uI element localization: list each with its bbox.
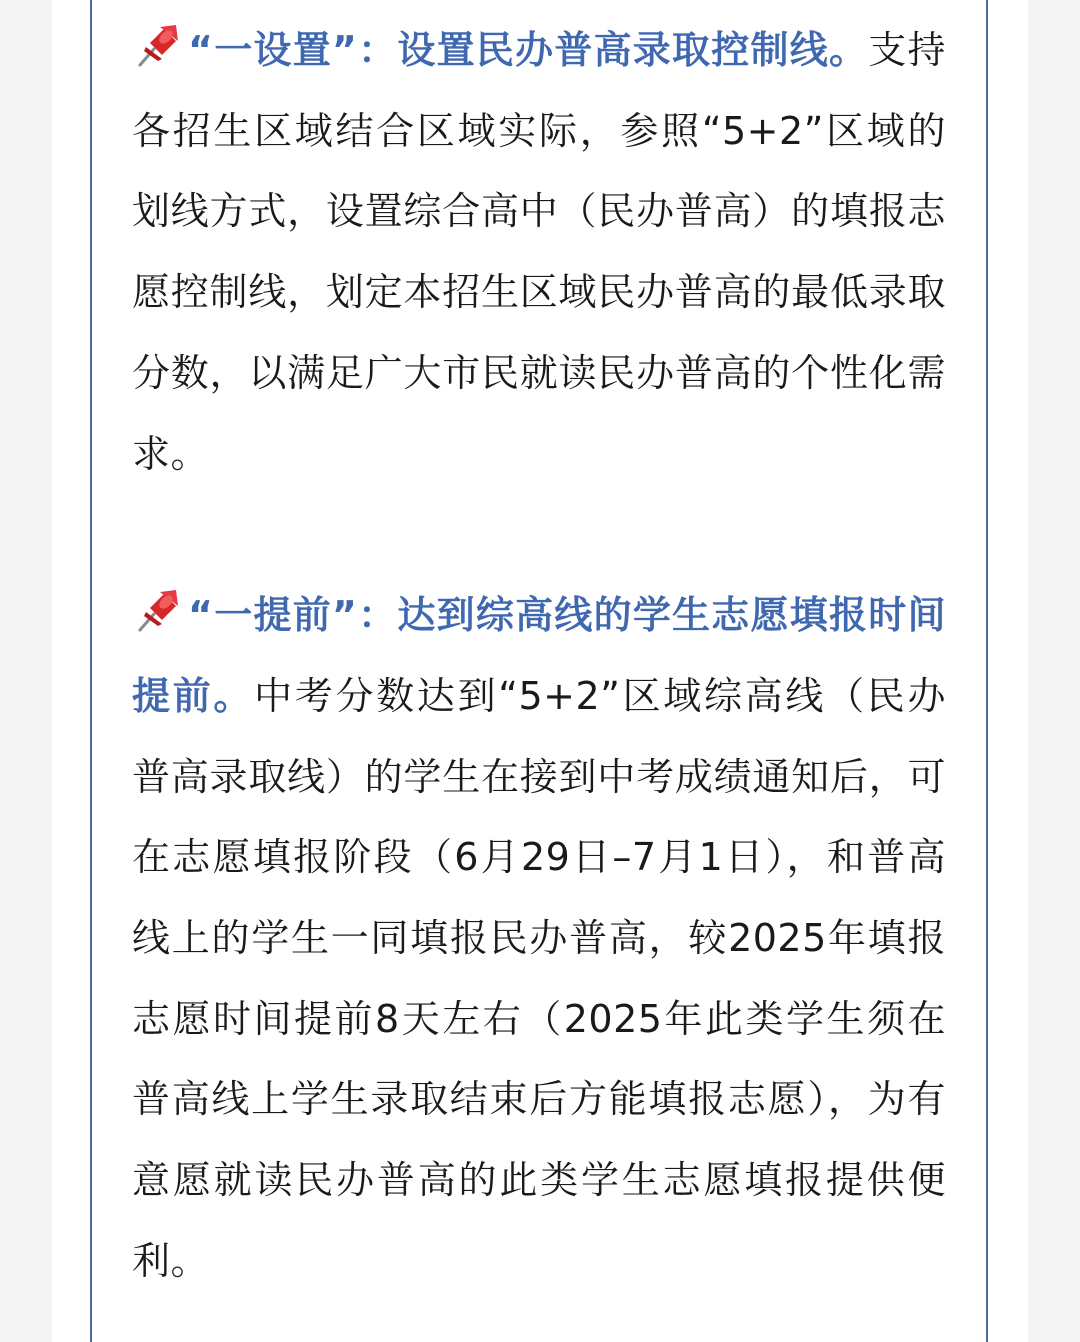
policy-paragraph-2 <box>132 575 946 1301</box>
pushpin-icon <box>132 16 186 64</box>
section-1-body: 支持各招生区域结合区域实际，参照“5+2”区域的划线方式，设置综合高中（民办普高）的填报志愿控制线，划定本招生区域民办普高的最低录取分数，以满足广大市民就读民办普高的个性化需求。 <box>132 28 946 476</box>
section-1-highlight: “一设置”：设置民办普高录取控制线。 <box>188 28 869 72</box>
article-page <box>52 0 1028 1342</box>
section-2-highlight: “一提前”：达到综高线的学生志愿填报时间提前。 <box>132 593 946 718</box>
policy-paragraph-1 <box>132 10 946 494</box>
pushpin-icon <box>132 581 186 629</box>
section-2-body: 中考分数达到“5+2”区域综高线（民办普高录取线）的学生在接到中考成绩通知后，可在志愿填报阶段（6月29日–7月1日），和普高线上的学生一同填报民办普高，较2025年填报志愿时间提前8天左右（2025年此类学生须在普高线上学生录取结束后方能填报志愿），为有意愿就读民办普高的此类学生志愿填报提供便利。 <box>132 673 946 1283</box>
article-content <box>132 10 946 1302</box>
